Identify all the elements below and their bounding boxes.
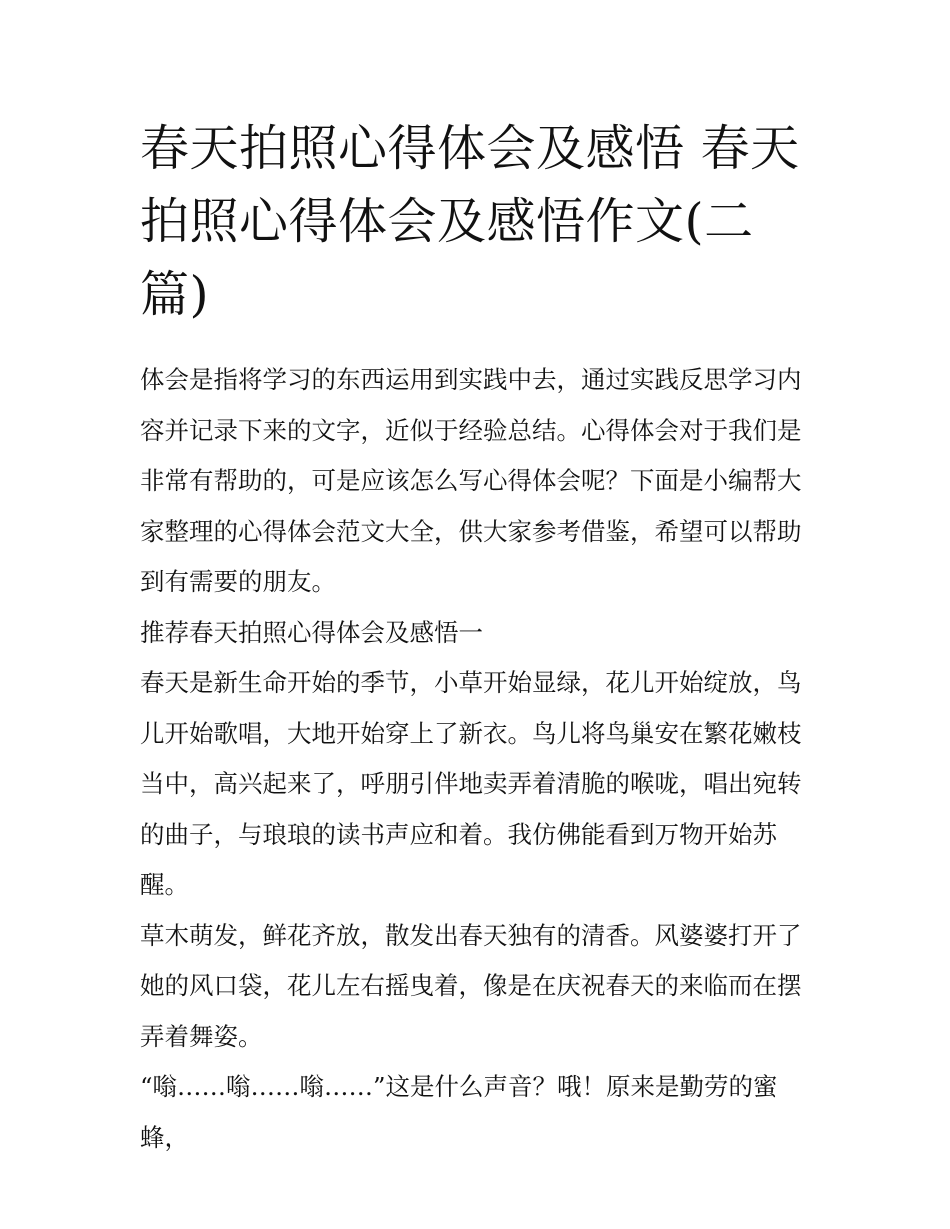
document-body [140,355,820,1163]
document-title: 春天拍照心得体会及感悟 春天拍照心得体会及感悟作文(二篇) [140,120,800,323]
intro-paragraph: 体会是指将学习的东西运用到实践中去，通过实践反思学习内容并记录下来的文字，近似于经验总结。心得体会对于我们是非常有帮助的，可是应该怎么写心得体会呢？下面是小编帮大家整理的心得体会范文大全，供大家参考借鉴，希望可以帮助到有需要的朋友。 [140,365,802,596]
body-paragraph: 春天是新生命开始的季节，小草开始显绿，花儿开始绽放，鸟儿开始歌唱，大地开始穿上了新衣。鸟儿将鸟巢安在繁花嫩枝当中，高兴起来了，呼朋引伴地卖弄着清脆的喉咙，唱出宛转的曲子，与琅琅的读书声应和着。我仿佛能看到万物开始苏醒。 [140,668,802,899]
body-paragraph: “嗡……嗡……嗡……”这是什么声音？哦！原来是勤劳的蜜蜂， [140,1072,778,1152]
section-heading: 推荐春天拍照心得体会及感悟一 [140,617,483,647]
body-paragraph: 草木萌发，鲜花齐放，散发出春天独有的清香。风婆婆打开了她的风口袋，花儿左右摇曳着，像是在庆祝春天的来临而在摆弄着舞姿。 [140,920,802,1051]
